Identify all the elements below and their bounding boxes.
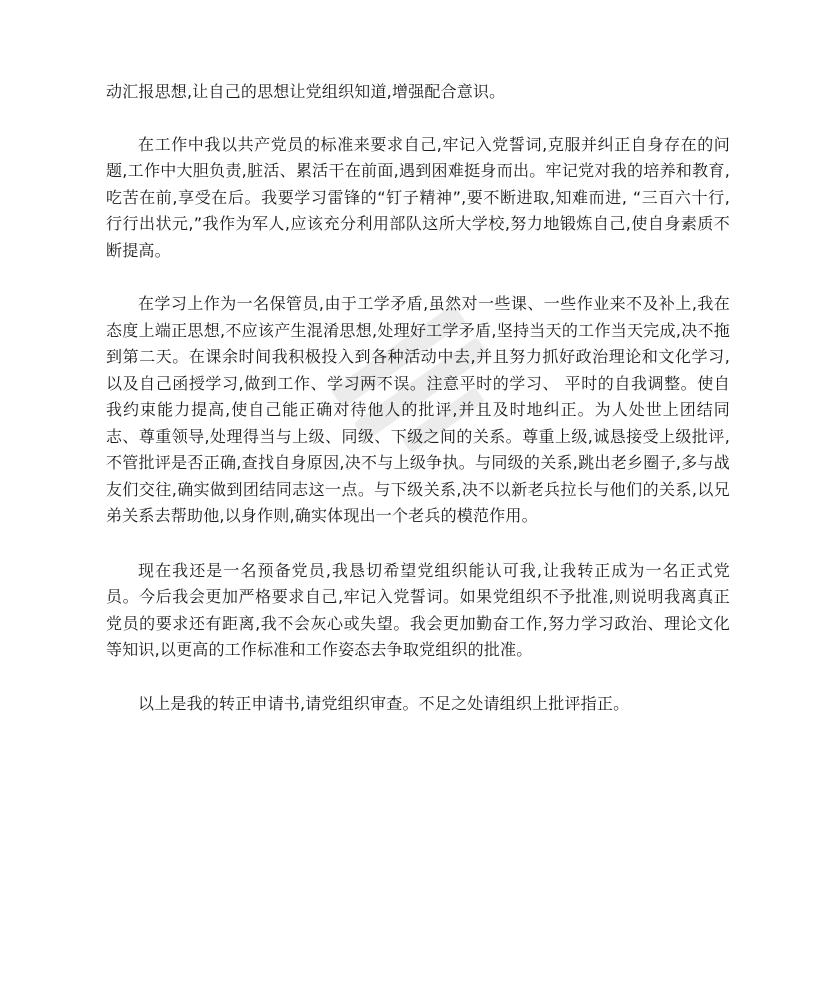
paragraph-request: 现在我还是一名预备党员,我恳切希望党组织能认可我,让我转正成为一名正式党员。今后我会更加严格要求自己,牢记入党誓词。如果党组织不予批准,则说明我离真正党员的要求还有距离,我不会灰心或失望。我会更加勤奋工作,努力学习政治、理论文化等知识,以更高的工作标准和工作姿态去争取党组织的批准。 bbox=[106, 560, 730, 659]
paragraph-study: 在学习上作为一名保管员,由于工学矛盾,虽然对一些课、一些作业来不及补上,我在态度上端正思想,不应该产生混淆思想,处理好工学矛盾,坚持当天的工作当天完成,决不拖到第二天。在课余时间我积极投入到各种活动中去,并且努力抓好政治理论和文化学习,以及自己函授学习,做到工作、学习两不误。注意平时的学习、 平时的自我调整。使自我约束能力提高,使自己能正确对待他人的批评,并且及时地纠正。为人处世上团结同志、尊重领导,处理得当与上级、同级、下级之间的关系。尊重上级,诚恳接受上级批评,不管批评是否正确,查找自身原因,决不与上级争执。与同级的关系,跳出老乡圈子,多与战友们交往,确实做到团结同志这一点。与下级关系,决不以新老兵拉长与他们的关系,以兄弟关系去帮助他,以身作则,确实体现出一个老兵的模范作用。 bbox=[106, 294, 730, 525]
paragraph-closing: 以上是我的转正申请书,请党组织审查。不足之处请组织上批评指正。 bbox=[138, 693, 630, 713]
paragraph-work: 在工作中我以共产党员的标准来要求自己,牢记入党誓词,克服并纠正自身存在的问题,工作中大胆负责,脏活、累活干在前面,遇到困难挺身而出。牢记党对我的培养和教育,吃苦在前,享受在后。我要学习雷锋的“钉子精神”,要不断进取,知难而进, “三百六十行,行行出状元,”我作为军人,应该充分利用部队这所大学校,努力地锻炼自己,使自身素质不断提高。 bbox=[106, 134, 730, 260]
paragraph-continuation: 动汇报思想,让自己的思想让党组织知道,增强配合意识。 bbox=[106, 82, 506, 101]
document-body bbox=[106, 79, 730, 717]
